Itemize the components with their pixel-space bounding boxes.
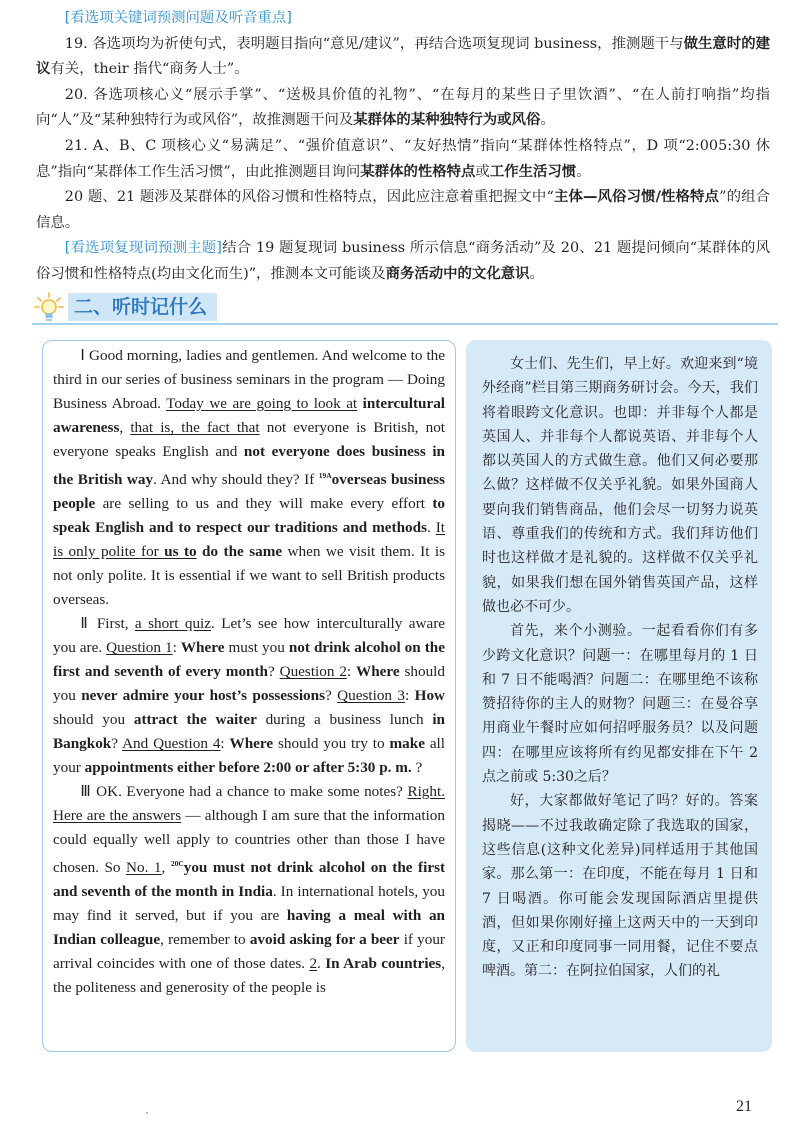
print-dot xyxy=(146,1112,148,1114)
section-header xyxy=(32,290,772,324)
page-number: 21 xyxy=(736,1098,752,1115)
note-q21: 21. A、B、C 项核心义“易满足”、“强价值意识”、“友好热情”指向“某群体性格特点”，D 项“2:005:30 休息”指向“某群体工作生活习惯”，由此推测题目询问某群体的性格特点或工作生活习惯。 xyxy=(36,137,770,180)
answer-marker-20c: 20C xyxy=(170,859,184,868)
transcript-paragraph-1: Ⅰ Good morning, ladies and gentlemen. And welcome to the third in our series of business seminars in the program — Doing Business Abroad. Today we are going to look at intercultural awareness, that is, the fact that not everyone is British, not everyone speaks English and not everyone does business in the British way. And why should they? If $^{19A}$overseas business people are selling to us and they will make every effort to speak English and to respect our traditions and methods. It is only polite for us to do the same when we visit them. It is not only polite. It is essential if we want to sell British products overseas. xyxy=(53,347,446,608)
note-q19: 19. 各选项均为祈使句式，表明题目指向“意见/建议”，再结合选项复现词 business，推测题干与做生意时的建议有关，their 指代“商务人士”。 xyxy=(36,35,770,78)
prediction-notes xyxy=(36,6,770,288)
transcript-paragraph-2: Ⅱ First, a short quiz. Let’s see how interculturally aware you are. Question 1: Where must you not drink alcohol on the first and seventh of every month? Question 2: Where should you never admire your host’s possessions? Question 3: How should you attract the waiter during a business lunch in Bangkok? And Question 4: Where should you try to make all your appointments either before 2:00 or after 5:30 p. m. ? xyxy=(53,615,446,776)
section-title: 二、听时记什么 xyxy=(68,293,217,321)
answer-marker-19a: 19A xyxy=(318,471,332,480)
note-summary: 20 题、21 题涉及某群体的风俗习惯和性格特点，因此应注意着重把握文中“主体—风俗习惯/性格特点”的组合信息。 xyxy=(36,189,770,231)
section-divider xyxy=(32,323,778,325)
translation-paragraph-1: 女士们、先生们，早上好。欢迎来到“境外经商”栏目第三期商务研讨会。今天，我们将着眼跨文化意识。也即：并非每个人都是英国人、并非每个人都说英语、并非每个人都以英国人的方式做生意。他们又何必要那么做？这样做不仅关乎礼貌。如果外国商人要向我们销售商品，他们会尽一切努力说英语、尊重我们的传统和方式。我们拜访他们时也这样做才是礼貌的。这样做不仅关乎礼貌，如果我们想在国外销售英国产品，这样做也必不可少。 xyxy=(482,356,758,615)
english-transcript xyxy=(42,340,456,1052)
translation-paragraph-3: 好，大家都做好笔记了吗？好的。答案揭晓——不过我敢确定除了我选取的国家，这些信息(这种文化差异)同样适用于其他国家。那么第一：在印度，不能在每月 1 日和 7 日喝酒。你可能会发现国际酒店里提供酒，但如果你刚好撞上这两天中的一天到印度，又正和印度同事一同用餐，记住不要点啤酒。第二：在阿拉伯国家，人们的礼 xyxy=(482,793,758,980)
chinese-translation xyxy=(466,340,772,1052)
lightbulb-icon xyxy=(34,292,64,322)
transcript-paragraph-3: Ⅲ OK. Everyone had a chance to make some notes? Right. Here are the answers — although I am sure that the information could equally well apply to countries other than those I have chosen. So No. 1, $^{20C}$you must not drink alcohol on the first and seventh of the month in India. In international hotels, you may find it served, but if you are having a meal with an Indian colleague, remember to avoid asking for a beer if your arrival coincides with one of those dates. 2. In Arab countries, the politeness and generosity of the people is xyxy=(53,783,446,996)
note-tag-1: [看选项关键词预测问题及听音重点] xyxy=(64,10,292,26)
translation-paragraph-2: 首先，来个小测验。一起看看你们有多少跨文化意识？问题一：在哪里每月的 1 日和 7 日不能喝酒？问题二：在哪里绝不该称赞招待你的主人的财物？问题三：在曼谷享用商业午餐时应如何招呼服务员？以及问题四：在哪里应该将所有约见都安排在下午 2 点之前或 5:30之后？ xyxy=(482,623,758,786)
note-theme: [看选项复现词预测主题]结合 19 题复现词 business 所示信息“商务活动”及 20、21 题提问倾向“某群体的风俗习惯和性格特点(均由文化而生)”，推测本文可能谈及商务活动中的文化意识。 xyxy=(36,240,770,282)
note-q20: 20. 各选项核心义“展示手掌”、“送极具价值的礼物”、“在每月的某些日子里饮酒”、“在人前打响指”均指向“人”及“某种独特行为或风俗”，故推测题干问及某群体的某种独特行为或风俗。 xyxy=(36,86,770,129)
